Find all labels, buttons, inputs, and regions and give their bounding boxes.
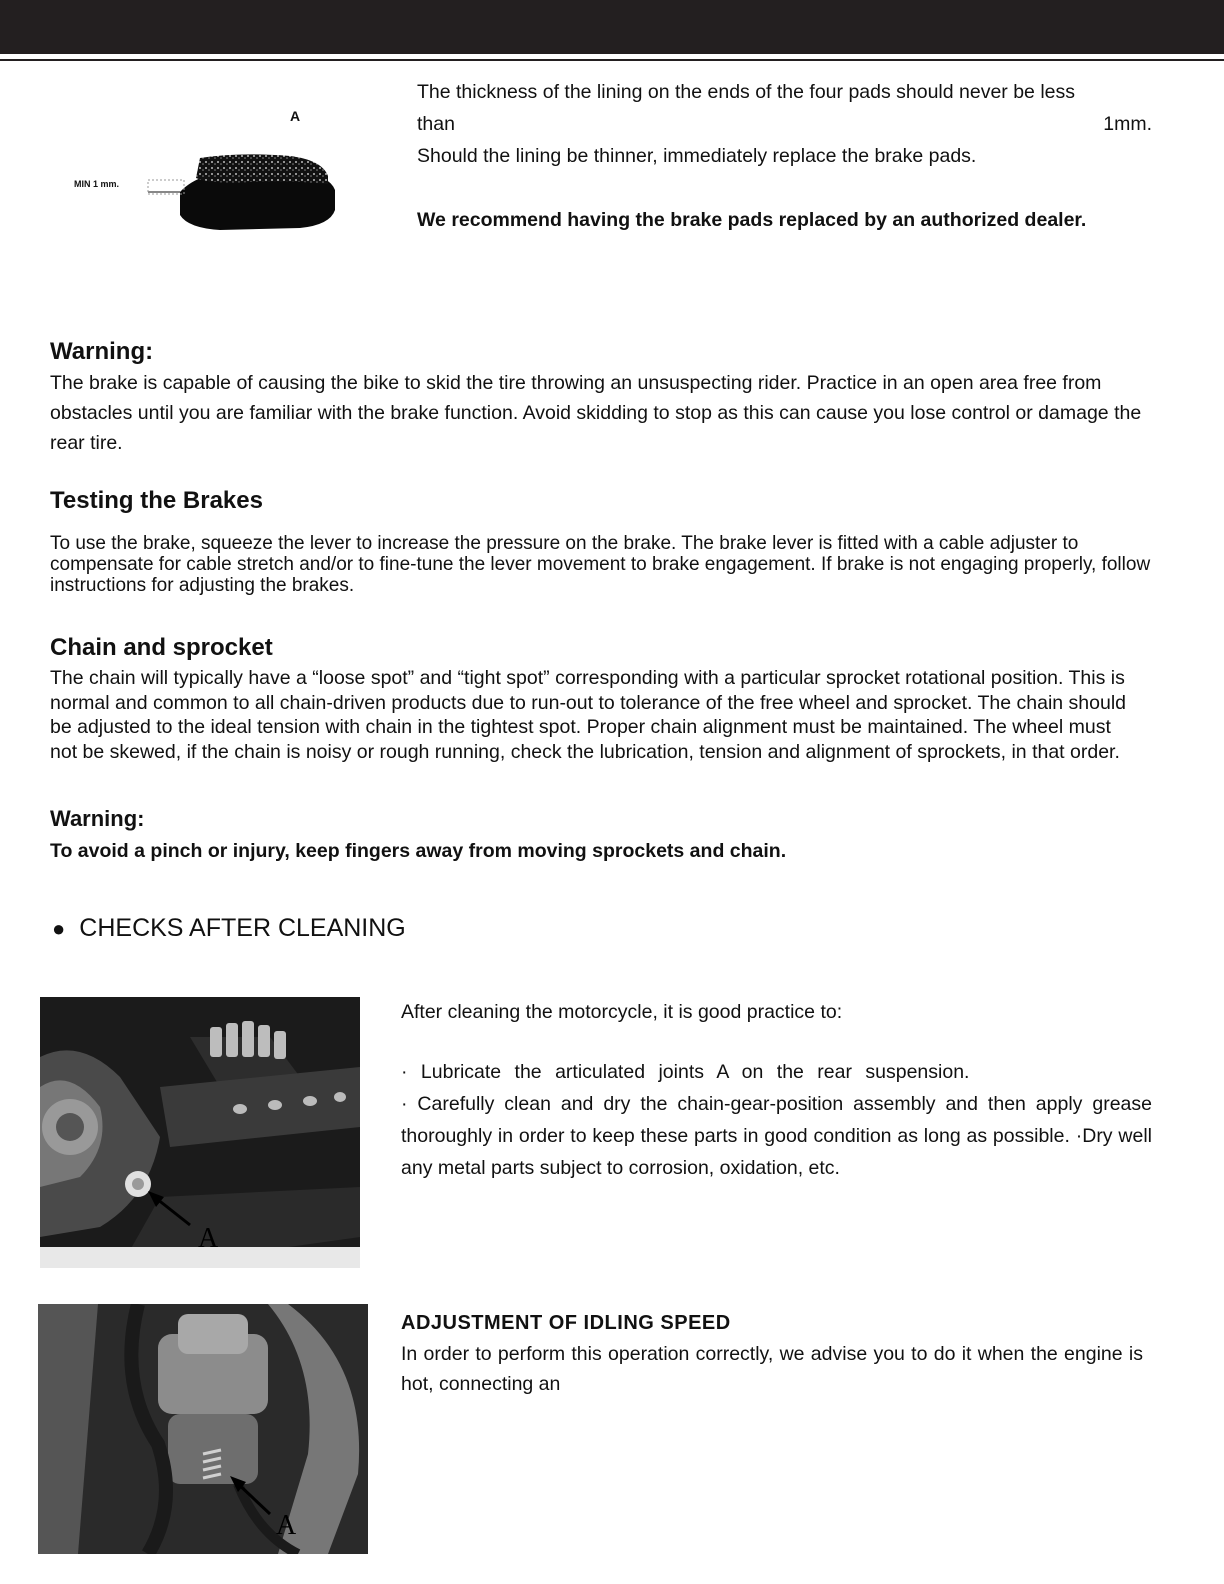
- testing-brakes-title: Testing the Brakes: [50, 487, 263, 514]
- photo1-label-a: A: [198, 1223, 219, 1254]
- carburetor-photo: [38, 1304, 368, 1554]
- checks-item-2: · Carefully clean and dry the chain-gear-position assembly and then apply grease thoroughly in order to keep these parts in good condition as long as possible. ·Dry well any metal parts subject to corrosion, oxidation, etc.: [401, 1093, 1152, 1179]
- testing-brakes-section: [50, 487, 1155, 596]
- warning-section-2: [50, 806, 1150, 863]
- header-rule: [0, 59, 1224, 61]
- checks-heading: [52, 914, 406, 943]
- rear-suspension-photo: [40, 997, 360, 1268]
- checks-item-1: · Lubricate the articulated joints A on the rear suspension.: [401, 1061, 970, 1083]
- idling-section: [401, 1312, 1143, 1399]
- warning-text-2: To avoid a pinch or injury, keep fingers away from moving sprockets and chain.: [50, 840, 787, 862]
- brake-pad-figure: [60, 100, 360, 240]
- brake-pads-recommend: We recommend having the brake pads replaced by an authorized dealer.: [417, 209, 1087, 231]
- warning-text-1: The brake is capable of causing the bike to skid the tire throwing an unsuspecting rider. Practice in an open area free from obstacles until you are familiar with the brake function. Avoid skidding to stop as this can cause you lose control or damage the rear tire.: [50, 372, 1142, 454]
- brake-pads-line1: The thickness of the lining on the ends of the four pads should never be less: [417, 81, 1076, 103]
- figure-label-a: A: [290, 108, 301, 124]
- checks-title: CHECKS AFTER CLEANING: [79, 914, 406, 942]
- brake-pads-text: [417, 76, 1152, 236]
- checks-intro: After cleaning the motorcycle, it is good practice to:: [401, 1001, 843, 1023]
- figure-min-label: MIN 1 mm.: [74, 179, 120, 189]
- brake-pad-illustration: [60, 100, 360, 240]
- chain-sprocket-section: [50, 634, 1135, 764]
- brake-pads-line2-right: 1mm.: [1103, 113, 1152, 135]
- chain-sprocket-title: Chain and sprocket: [50, 634, 273, 661]
- photo2-label-a: A: [276, 1510, 297, 1541]
- brake-pads-line2-left: than: [417, 113, 455, 135]
- brake-pads-line2: [417, 108, 1152, 140]
- header-bar: [0, 0, 1224, 54]
- chain-sprocket-text: The chain will typically have a “loose spot” and “tight spot” corresponding with a particular sprocket rotational position. This is normal and common to all chain-driven products due to run-out to tolerance of the free wheel and sprocket. The chain should be adjusted to the ideal tension with chain in the tightest spot. Proper chain alignment must be maintained. The wheel must not be skewed, if the chain is noisy or rough running, check the lubrication, tension and alignment of sprockets, in that order.: [50, 667, 1127, 763]
- checks-text: [401, 996, 1152, 1184]
- bullet-icon: ●: [52, 915, 66, 941]
- brake-pads-line3: Should the lining be thinner, immediately replace the brake pads.: [417, 145, 977, 167]
- warning-title-2: Warning:: [50, 806, 145, 831]
- warning-section-1: [50, 338, 1155, 458]
- testing-brakes-text: To use the brake, squeeze the lever to increase the pressure on the brake. The brake lever is fitted with a cable adjuster to compensate for cable stretch and/or to fine-tune the lever movement to brake engagement. If brake is not engaging properly, follow instructions for adjusting the brakes.: [50, 533, 1151, 596]
- carburetor-illustration: [38, 1304, 368, 1554]
- idling-title: ADJUSTMENT OF IDLING SPEED: [401, 1312, 731, 1334]
- idling-text: In order to perform this operation correctly, we advise you to do it when the engine is hot, connecting an: [401, 1343, 1143, 1395]
- warning-title-1: Warning:: [50, 338, 154, 365]
